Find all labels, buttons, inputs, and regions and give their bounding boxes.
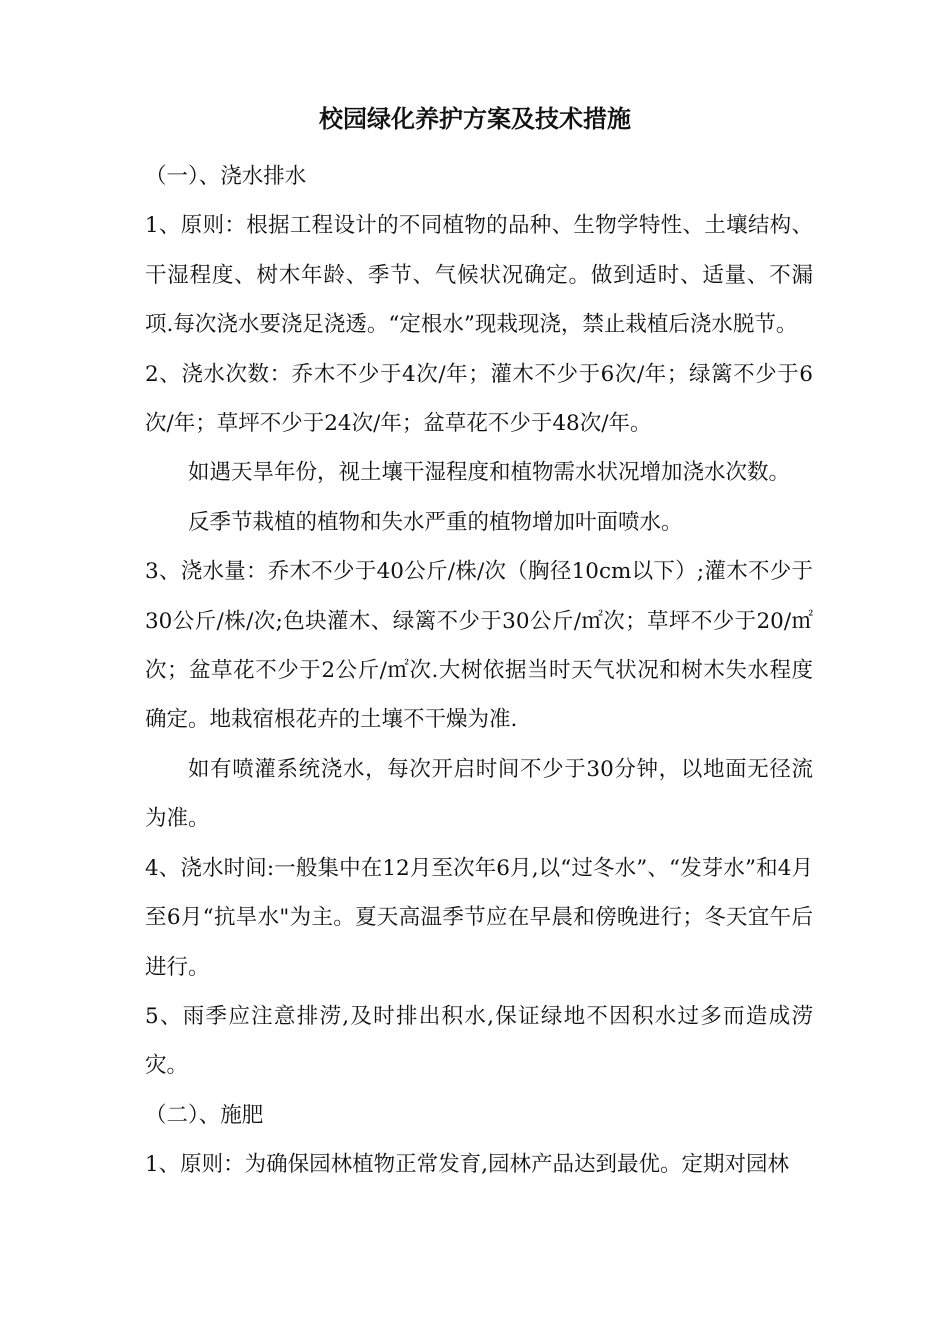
paragraph-watering-frequency: 2、浇水次数：乔木不少于4次/年；灌木不少于6次/年；绿篱不少于6次/年；草坪不少于24次/年；盆草花不少于48次/年。: [145, 361, 813, 437]
paragraph-principle: 1、原则：根据工程设计的不同植物的品种、生物学特性、土壤结构、干湿程度、树木年龄、季节、气候状况确定。做到适时、适量、不漏项.每次浇水要浇足浇透。“定根水”现栽现浇，禁止栽植后浇水脱节。: [145, 213, 813, 338]
paragraph-leaf-spray-note: 反季节栽植的植物和失水严重的植物增加叶面喷水。: [188, 509, 683, 535]
section-heading-fertilizing: （二）、施肥: [145, 1102, 264, 1128]
paragraph-sprinkler-note: 如有喷灌系统浇水，每次开启时间不少于30分钟，以地面无径流为准。: [145, 756, 813, 832]
document-title: 校园绿化养护方案及技术措施: [319, 105, 631, 133]
section-heading-watering: （一）、浇水排水: [145, 164, 307, 189]
paragraph-watering-amount: 3、浇水量：乔木不少于40公斤/株/次（胸径10cm以下）;灌木不少于30公斤/株/次;色块灌木、绿篱不少于30公斤/㎡次；草坪不少于20/㎡次；盆草花不少于2公斤/㎡次.大树依据当时天气状况和树木失水程度确定。地栽宿根花卉的土壤不干燥为准.: [145, 559, 813, 733]
paragraph-watering-time: 4、浇水时间:一般集中在12月至次年6月,以“过冬水”、“发芽水”和4月至6月“抗旱水"为主。夏天高温季节应在早晨和傍晚进行；冬天宜午后进行。: [145, 855, 813, 980]
document-body: [145, 152, 813, 1190]
paragraph-drought-note: 如遇天旱年份，视土壤干湿程度和植物需水状况增加浇水次数。: [188, 460, 791, 486]
paragraph-fertilizing-principle: 1、原则：为确保园林植物正常发育,园林产品达到最优。定期对园林: [145, 1152, 790, 1178]
paragraph-drainage: 5、雨季应注意排涝,及时排出积水,保证绿地不因积水过多而造成涝灾。: [145, 1003, 813, 1079]
